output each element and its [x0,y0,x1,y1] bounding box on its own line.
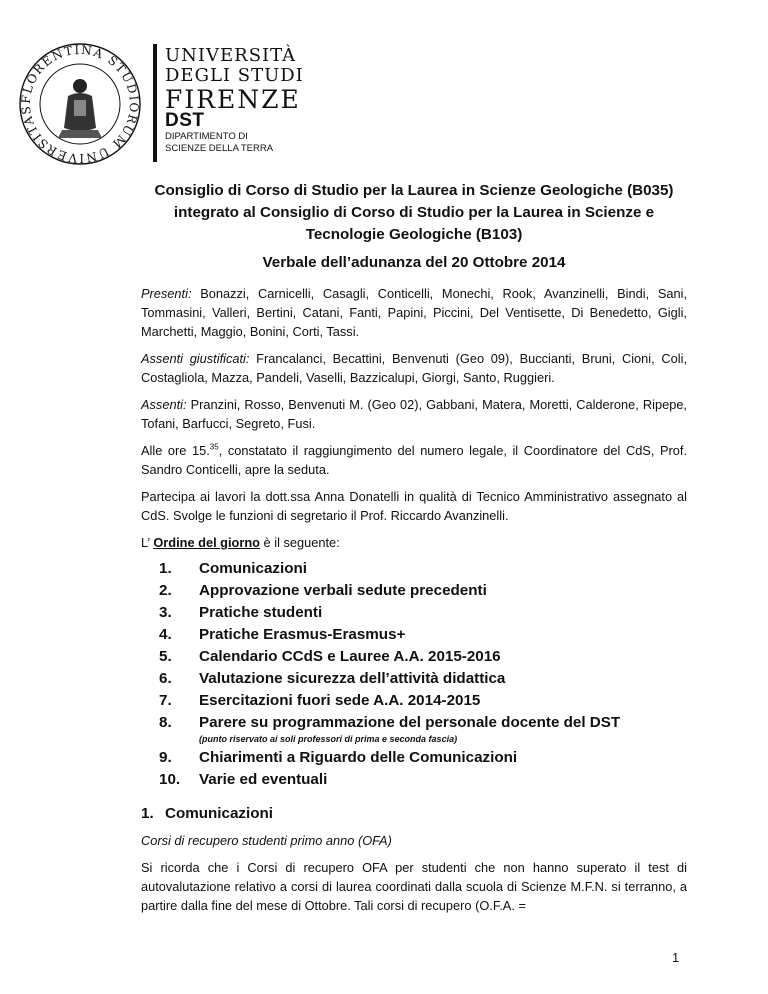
assenti-paragraph [141,395,687,433]
opening-after: , constatato il raggiungimento del numero legale, il Coordinatore del CdS, Prof. Sandro Conticelli, apre la seduta. [141,443,688,477]
agenda-note: (punto riservato ai soli professori di prima e seconda fascia) [199,734,458,744]
agenda-item [159,712,687,734]
agenda-item-text: Approvazione verbali sedute precedenti [199,582,487,599]
presenti-paragraph [141,284,687,341]
odg-suffix: è il seguente: [260,535,340,550]
agenda-item-number: 7. [159,692,172,709]
agenda-item [159,580,687,602]
section-subheading: Corsi di recupero studenti primo anno (OFA) [141,833,392,848]
agenda-item-number: 9. [159,749,172,766]
agenda-item-number: 1. [159,560,172,577]
agenda-item-number: 2. [159,582,172,599]
dept-line-2: SCIENZE DELLA TERRA [165,143,274,154]
agenda-item-text: Valutazione sicurezza dell’attività didattica [199,670,506,687]
presenti-list: Bonazzi, Carnicelli, Casagli, Conticelli, Monechi, Rook, Avanzinelli, Bindi, Sani, Tommasini, Valleri, Bertini, Catani, Fanti, Papini, Piccini, Del Ventisette, Di Benedetto, Gigli, Marchetti, Maggio, Bonini, Corti, Tassi. [141,286,687,339]
giustificati-paragraph [141,349,687,387]
agenda-item [159,558,687,580]
document-body [141,180,687,923]
agenda-item-text: Calendario CCdS e Lauree A.A. 2015-2016 [199,648,501,665]
agenda-item-text: Varie ed eventuali [199,771,328,788]
agenda-item-text: Comunicazioni [199,560,308,577]
opening-paragraph [141,441,687,479]
giustificati-label: Assenti giustificati: [141,351,250,366]
agenda-item-number: 5. [159,648,172,665]
section-number: 1. [141,805,154,822]
agenda-item-number: 6. [159,670,172,687]
agenda-item [159,747,687,769]
odg-prefix: L’ [141,535,154,550]
header-divider [153,44,157,162]
dept-line-1: DIPARTIMENTO DI [165,131,248,142]
agenda-item-number: 4. [159,626,172,643]
agenda-item-text: Parere su programmazione del personale docente del DST [199,714,621,731]
agenda-item-number: 3. [159,604,172,621]
participation-paragraph: Partecipa ai lavori la dott.ssa Anna Donatelli in qualità di Tecnico Amministrativo assegnato al CdS. Svolge le funzioni di segretario il Prof. Riccardo Avanzinelli. [141,489,687,523]
document-subtitle: Verbale dell’adunanza del 20 Ottobre 2014 [262,254,566,271]
agenda-item [159,602,687,624]
opening-before: Alle ore 15. [141,443,210,458]
svg-text:FLORENTINA STUDIORUM UNIVERSIT: FLORENTINA STUDIORUM UNIVERSITAS [18,42,142,166]
section-heading [141,803,687,825]
dept-acronym: DST [165,110,205,131]
dept-name [165,131,273,155]
presenti-label: Presenti: [141,286,192,301]
section-body: Si ricorda che i Corsi di recupero OFA per studenti che non hanno superato il test di autovalutazione relativo a corsi di laurea coordinati dalla scuola di Scienze M.F.N. si terranno, a partire dalla fine del mese di Ottobre. Tali corsi di recupero (O.F.A. = [141,860,687,913]
agenda-item-text: Pratiche studenti [199,604,323,621]
agenda-item [159,668,687,690]
document-title: Consiglio di Corso di Studio per la Laurea in Scienze Geologiche (B035) integrato al Consiglio di Corso di Studio per la Laurea in Scienze e Tecnologie Geologiche (B103) [154,182,674,243]
agenda-item-text: Chiarimenti a Riguardo delle Comunicazioni [199,749,518,766]
agenda-item-text: Pratiche Erasmus-Erasmus+ [199,626,406,643]
agenda-item [159,769,687,791]
assenti-label: Assenti: [141,397,187,412]
agenda-item-number: 8. [159,714,172,731]
page-number: 1 [672,950,680,965]
odg-line [141,533,687,552]
agenda-item-text: Esercitazioni fuori sede A.A. 2014-2015 [199,692,481,709]
section-title: Comunicazioni [165,805,274,822]
agenda-item-number: 10. [159,771,181,788]
university-line-3: FIRENZE [165,85,301,114]
odg-label: Ordine del giorno [153,535,260,550]
university-name [165,46,304,114]
agenda-item [159,646,687,668]
agenda-item [159,690,687,712]
agenda-list [141,558,687,734]
university-seal-logo [18,42,142,166]
opening-minutes: 35 [209,442,219,452]
assenti-list: Pranzini, Rosso, Benvenuti M. (Geo 02), Gabbani, Matera, Moretti, Calderone, Ripepe, Tofani, Barfucci, Segreto, Fusi. [141,397,687,431]
university-line-1: UNIVERSITÀ [165,45,297,66]
giustificati-list: Francalanci, Becattini, Benvenuti (Geo 09), Buccianti, Bruni, Cioni, Coli, Costagliola, Mazza, Pandeli, Vaselli, Bazzicalupi, Giorgi, Santo, Ruggieri. [141,351,687,385]
agenda-item [159,624,687,646]
agenda-list-continued [141,747,687,791]
university-line-2: DEGLI STUDI [165,65,304,86]
